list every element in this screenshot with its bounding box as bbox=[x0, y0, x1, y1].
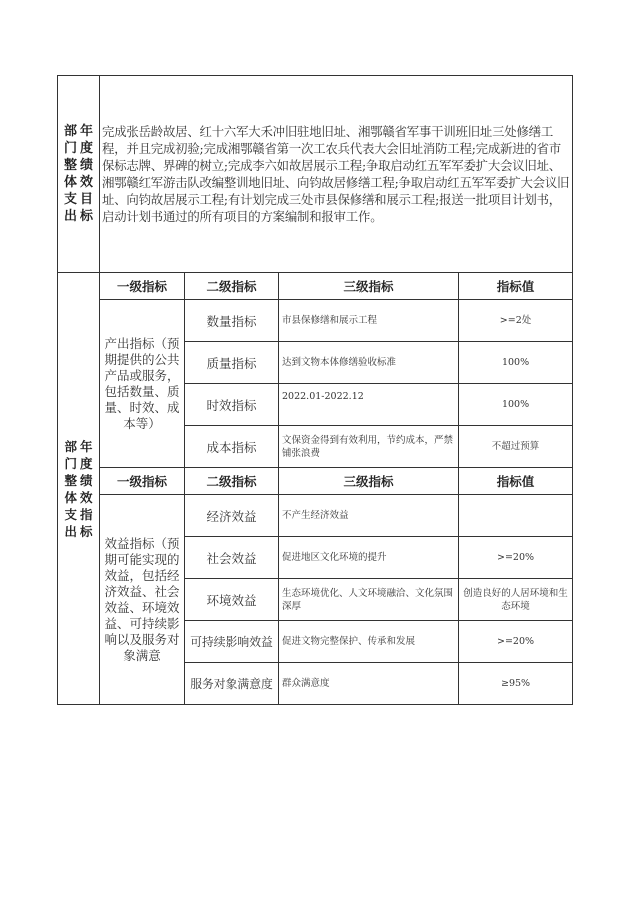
label-char: 标 bbox=[80, 209, 94, 224]
label-char: 度 bbox=[80, 455, 93, 471]
header-level2: 二级指标 bbox=[185, 468, 279, 495]
label-char: 效 bbox=[80, 175, 94, 190]
header-level1: 一级指标 bbox=[100, 273, 185, 300]
label-right-column bbox=[80, 123, 93, 225]
label-char: 支 bbox=[63, 192, 77, 207]
label-char: 出 bbox=[64, 523, 77, 539]
output-indicator-category: 产出指标（预期提供的公共产品或服务，包括数量、质量、时效、成本等） bbox=[100, 300, 185, 468]
level2-cell: 环境效益 bbox=[185, 579, 279, 621]
header-value: 指标值 bbox=[459, 468, 573, 495]
label-char: 绩 bbox=[80, 158, 94, 173]
level3-cell: 促进文物完整保护、传承和发展 bbox=[279, 621, 459, 663]
level3-cell: 达到文物本体修缮验收标准 bbox=[279, 342, 459, 384]
goal-row bbox=[58, 76, 573, 273]
annual-goal-text: 完成张岳龄故居、红十六军大禾冲旧驻地旧址、湘鄂赣省军事干训班旧址三处修缮工程，并且完成初验;完成湘鄂赣省第一次工农兵代表大会旧址消防工程;完成新进的省市保标志牌、界碑的树立;完成李六如故居展示工程;争取启动红五军军委扩大会议旧址、湘鄂赣红军游击队改编整训地旧址、向钧故居修缮工程;争取启动红五军军委扩大会议旧址、向钧故居展示工程;有计划完成三处市县保修缮和展示工程;报送一批项目计划书，启动计划书通过的所有项目的方案编制和报审工作。 bbox=[100, 76, 573, 273]
label-char: 整 bbox=[63, 158, 77, 173]
value-cell: 100% bbox=[459, 384, 573, 426]
label-char: 指 bbox=[80, 506, 93, 522]
level2-cell: 成本指标 bbox=[185, 426, 279, 468]
label-char: 度 bbox=[80, 141, 94, 156]
level2-cell: 时效指标 bbox=[185, 384, 279, 426]
value-cell: 创造良好的人居环境和生态环境 bbox=[459, 579, 573, 621]
label-char: 出 bbox=[63, 209, 77, 224]
value-cell: 100% bbox=[459, 342, 573, 384]
label-char: 门 bbox=[64, 455, 77, 471]
level2-cell: 社会效益 bbox=[185, 537, 279, 579]
header-value: 指标值 bbox=[459, 273, 573, 300]
label-char: 支 bbox=[64, 506, 77, 522]
label-char: 体 bbox=[63, 175, 77, 190]
level2-cell: 数量指标 bbox=[185, 300, 279, 342]
header-level3: 三级指标 bbox=[279, 273, 459, 300]
value-cell: 不超过预算 bbox=[459, 426, 573, 468]
label-char: 绩 bbox=[80, 472, 93, 488]
label-char: 门 bbox=[63, 141, 77, 156]
header-row bbox=[58, 468, 573, 495]
label-right-column bbox=[80, 438, 93, 540]
level3-cell: 市县保修缮和展示工程 bbox=[279, 300, 459, 342]
label-char: 目 bbox=[80, 192, 94, 207]
label-char: 效 bbox=[80, 489, 93, 505]
value-cell: >=2处 bbox=[459, 300, 573, 342]
label-char: 年 bbox=[80, 124, 94, 139]
header-level1: 一级指标 bbox=[100, 468, 185, 495]
label-char: 年 bbox=[80, 438, 93, 454]
level3-cell: 文保资金得到有效利用，节约成本，严禁铺张浪费 bbox=[279, 426, 459, 468]
level2-cell: 可持续影响效益 bbox=[185, 621, 279, 663]
indicator-section-label bbox=[58, 273, 100, 705]
level3-cell: 促进地区文化环境的提升 bbox=[279, 537, 459, 579]
level2-cell: 服务对象满意度 bbox=[185, 663, 279, 705]
goal-section-label bbox=[58, 76, 100, 273]
value-cell: ≥95% bbox=[459, 663, 573, 705]
label-char: 标 bbox=[80, 523, 93, 539]
level3-cell: 生态环境优化、人文环境融洽、文化氛围深厚 bbox=[279, 579, 459, 621]
benefit-indicator-category: 效益指标（预期可能实现的效益，包括经济效益、社会效益、环境效益、可持续影响以及服务对象满意 bbox=[100, 495, 185, 705]
level2-cell: 质量指标 bbox=[185, 342, 279, 384]
label-char: 部 bbox=[63, 124, 77, 139]
table-row bbox=[58, 495, 573, 537]
label-char: 整 bbox=[64, 472, 77, 488]
level2-cell: 经济效益 bbox=[185, 495, 279, 537]
header-level2: 二级指标 bbox=[185, 273, 279, 300]
label-char: 部 bbox=[64, 438, 77, 454]
value-cell: >=20% bbox=[459, 537, 573, 579]
table-row bbox=[58, 300, 573, 342]
value-cell: >=20% bbox=[459, 621, 573, 663]
label-left-column bbox=[64, 438, 77, 540]
value-cell bbox=[459, 495, 573, 537]
header-level3: 三级指标 bbox=[279, 468, 459, 495]
level3-cell: 2022.01-2022.12 bbox=[279, 384, 459, 426]
header-row bbox=[58, 273, 573, 300]
label-left-column bbox=[64, 123, 77, 225]
performance-table bbox=[57, 75, 573, 705]
level3-cell: 不产生经济效益 bbox=[279, 495, 459, 537]
label-char: 体 bbox=[64, 489, 77, 505]
level3-cell: 群众满意度 bbox=[279, 663, 459, 705]
